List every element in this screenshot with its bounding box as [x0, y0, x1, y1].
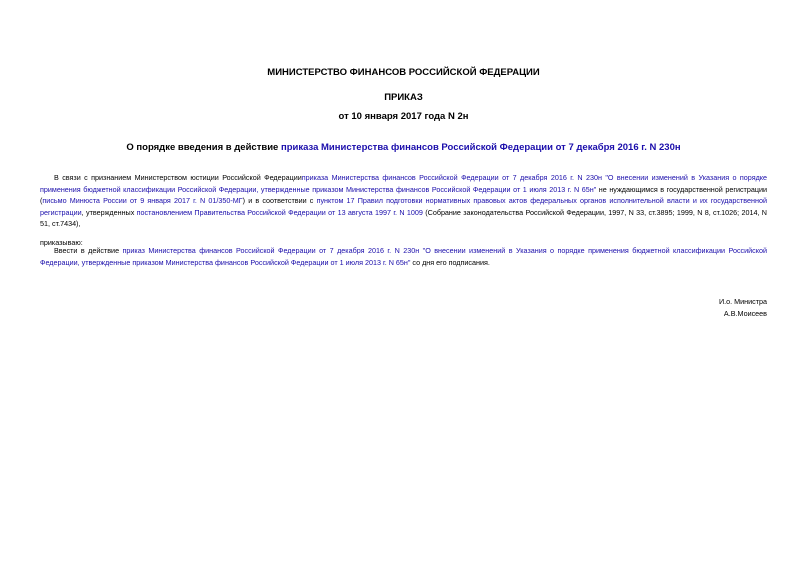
enactment-text-1: Ввести в действие [54, 246, 123, 255]
rules-point-17-link[interactable]: пунктом 17 Правил подготовки нормативных правовых актов федеральных органов исполнительной власти и их государственной регистрации [40, 196, 767, 217]
preamble-text-4: , утвержденных [81, 207, 137, 217]
title-order-link[interactable]: приказа Министерства финансов Российской Федерации от 7 декабря 2016 г. N 230н [280, 142, 681, 153]
document-title [40, 142, 767, 154]
enacted-order-link[interactable]: приказ Министерства финансов Российской Федерации от 7 декабря 2016 г. N 230н "О внесении изменений в Указания о порядке применения бюджетной классификации Российской Федерации, утвержденные приказом Министерства финансов Российской Федерации от 1 июля 2013 г. N 65н" [40, 246, 767, 267]
preamble-text-1: В связи с признанием Министерством юстиции Российской Федерации [54, 173, 302, 182]
preamble-text-3: ) и в соответствии с [242, 196, 317, 206]
paragraph-order-word: приказываю: [40, 238, 83, 247]
document-type: ПРИКАЗ [384, 92, 423, 103]
order-230n-link[interactable]: приказа Министерства финансов Российской Федерации от 7 декабря 2016 г. N 230н "О внесении изменений в Указания о порядке применения бюджетной классификации Российской Федерации, утвержденные приказом Министерства финансов Российской Федерации от 1 июля 2013 г. N 65н" [40, 173, 768, 194]
ministry-name: МИНИСТЕРСТВО ФИНАНСОВ РОССИЙСКОЙ ФЕДЕРАЦИИ [267, 67, 540, 78]
preamble-text-5: (Собрание законодательства Российской Федерации, 1997, N 33, ст.3895; 1999, N 8, ст.1026; 2014, N 51, ст.7434), [40, 207, 767, 229]
signature-position: И.о. Министра [718, 297, 767, 306]
document-date-number: от 10 января 2017 года N 2н [338, 111, 469, 122]
signature-name: А.В.Моисеев [723, 309, 767, 318]
minjust-letter-link[interactable]: письмо Минюста России от 9 января 2017 г. N 01/350-МГ [42, 196, 243, 206]
enactment-text-2: со дня его подписания. [410, 257, 490, 267]
paragraph-preamble [40, 172, 767, 230]
paragraph-enactment [40, 245, 767, 268]
title-prefix: О порядке введения в действие [126, 142, 281, 153]
government-decree-link[interactable]: постановлением Правительства Российской Федерации от 13 августа 1997 г. N 1009 [136, 207, 423, 217]
preamble-text-2: не нуждающимся в государственной регистрации ( [40, 184, 767, 206]
